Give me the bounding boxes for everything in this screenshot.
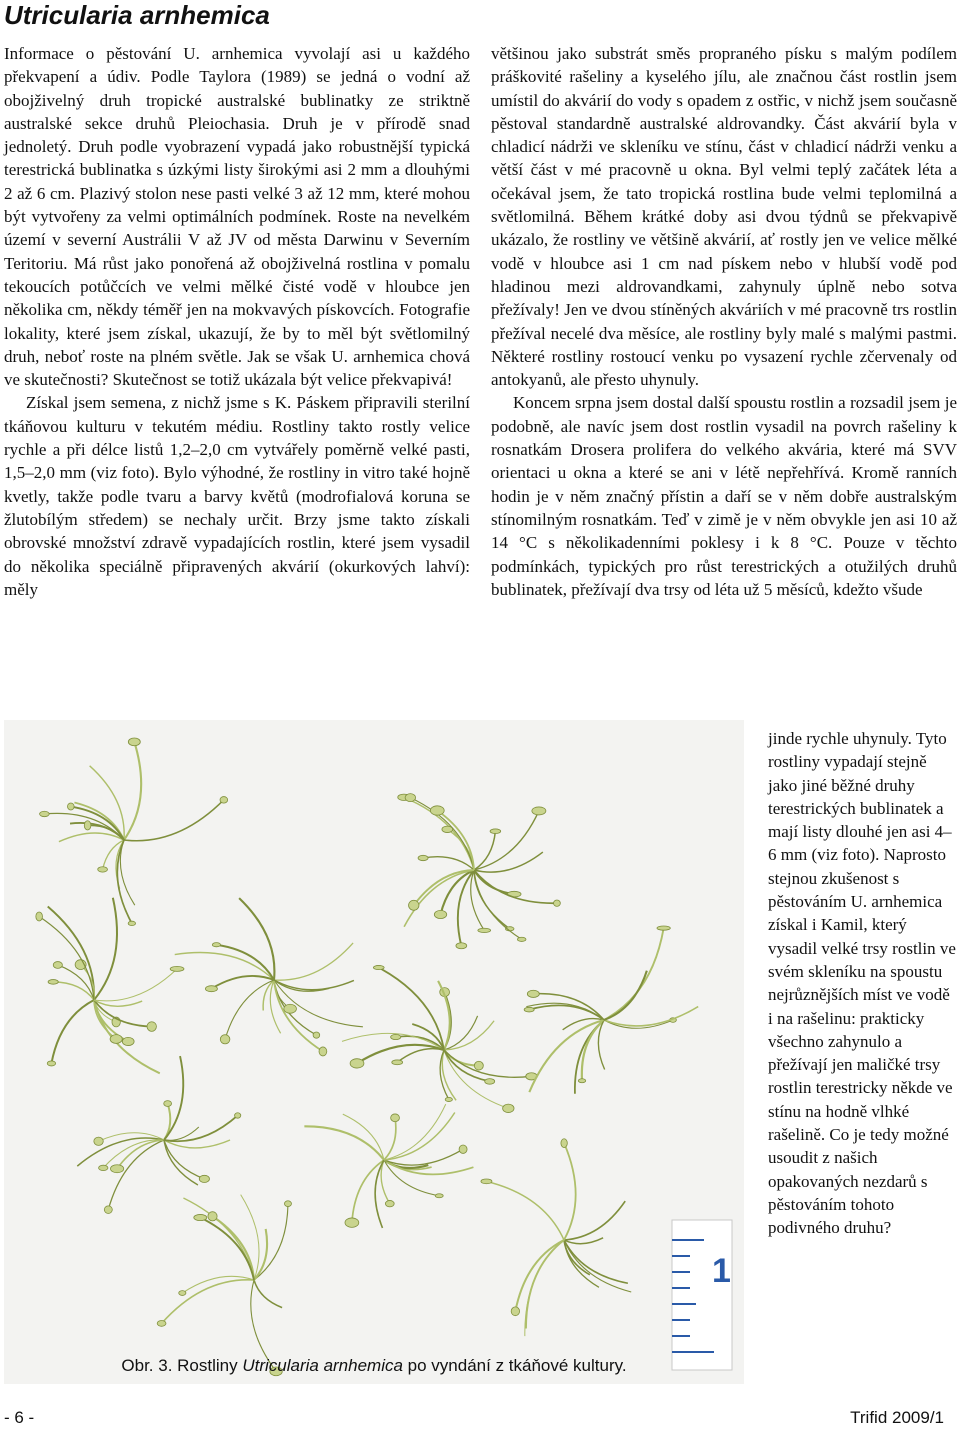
plant-trap — [478, 928, 491, 932]
plant-trap — [511, 1307, 519, 1316]
plant-stem — [94, 969, 177, 1001]
paragraph: Informace o pěstování U. arnhemica vyvolají asi u každého překvapení a údiv. Podle Taylora (1989) se jedná o vodní až obojživelný druh tropické australské bublinatky ze striktně australské sekce druhů Pleiochasia. Druh je v přírodě snad jednoletý. Druh podle vyobrazení vypadá jako robustnější typická terestrická bublinatka s úzkými listy širokými asi 2 mm a dlouhými 2 až 6 cm. Plazivý stolon nese pasti velké 3 až 12 mm, které mohou být vytvořeny za velmi optimálních podmínek. Roste na nevelkém území v severní Austrálii V až JV od města Darwinu v Severním Teritoriu. Má růst jako ponořená až obojživelná rostlina v pomalu tekoucích potůčcích ve velmi mělké čisté vodě v hloubce jen několika cm, někdy téměř jen na mokvavých pískovcích. Fotografie lokality, které jsem získal, ukazují, že by to měl být světlomilný druh, neboť roste na plném světle. Jak se však U. arnhemica chová ve skutečnosti? Skutečnost se totiž ukázala být velice překvapivá! — [4, 44, 470, 390]
plant-stem — [437, 811, 474, 870]
plant-stem — [124, 742, 141, 840]
plant-stem — [211, 976, 274, 989]
plant-trap — [405, 794, 415, 802]
paragraph: většinou jako substrát směs propraného písku s malým podílem práškovité rašeliny a kyselého jílu, ale značnou část rostlin jsem umístil do akvárií do vody s opadem z ostřic, v nichž jsem současně pěstoval standardně australské aldrovandky. Část akvárií byla v chladicí nádrži ve skleníku ve stínu, část v chladicí nádrži venku a větší část v mé pracovně u okna. Byl velmi teplý začátek léta a očekával jsem, že tato tropická rostlina bude velmi teplomilná a světlomilná. Během krátké doby asi dvou týdnů se překvapivě ukázalo, že rostliny ve většině akvárií, ať rostly jen ve velice mělké vodě v hloubce asi 1 cm nad pískem nebo v hlubší vodě pod hladinou mezi aldrovandkami, zahynuly úplně nebo sotva přežívaly! Jen ve dvou stíněných akváriích v mé pracovně trs rostlin přežíval necelé dva měsíce, ale rostliny byly malé s malými pastmi. Některé rostliny rostoucí venku po vysazení rychle zčervenaly od antokyanů, ale přesto uhynuly. — [491, 44, 957, 390]
plant-trap — [319, 1047, 327, 1056]
plant-stem — [59, 833, 124, 842]
plant-trap — [430, 806, 444, 815]
plant-trap — [435, 1194, 443, 1198]
plant-trap — [503, 1104, 514, 1112]
plant-trap — [48, 980, 58, 985]
plant-stem — [474, 831, 495, 870]
right-column — [491, 42, 957, 601]
plant-trap — [47, 1061, 55, 1066]
article-title: Utricularia arnhemica — [4, 0, 270, 30]
plant-trap — [98, 867, 108, 872]
plant-trap — [418, 855, 428, 860]
plant-stem — [604, 1020, 673, 1028]
plant-stem — [598, 1020, 604, 1069]
plant-trap — [179, 1291, 186, 1296]
plant-stem — [384, 1149, 463, 1165]
figure-caption: Obr. 3. Rostliny Utricularia arnhemica po vyndání z tkáňové kultury. — [121, 1356, 627, 1375]
plant-stem — [274, 980, 354, 990]
plant-trap — [578, 1079, 585, 1083]
plant-stem — [164, 1115, 238, 1141]
plant-stem — [564, 1143, 576, 1240]
plant-trap — [350, 1059, 364, 1068]
plant-trap — [554, 900, 561, 906]
plant-stem — [117, 840, 132, 923]
plant-stem — [384, 1118, 396, 1160]
plant-stem — [474, 870, 557, 903]
plant-stem — [604, 928, 664, 1020]
plant-trap — [36, 912, 43, 921]
plant-trap — [527, 990, 539, 997]
plant-trap — [657, 926, 670, 930]
paragraph: Koncem srpna jsem dostal další spoustu rostlin a rozsadil jsem je podobně, ale navíc jsem dost rostlin vysadil na povrch rašeliny k rosnatkám Drosera prolifera do velkého akvária, které má SVV orientaci u okna a které se ani v létě nepřehřívá. Kromě ranních hodin je v něm značný přístin a daří se v něm dobře australským stínomilným rosnatkám. Teď v zimě je v něm obvykle jen asi 10 až 14 °C s několikadenními poklesy i k 8 °C. Pouze v těchto podmínkách, typických pro růst terestrických a otužilých druhů bublinatek, přežívají dva trsy od léta už 5 měsíců, kdežto všude — [491, 393, 957, 599]
plant-trap — [40, 811, 50, 816]
plant-stem — [162, 1280, 254, 1324]
plant-illustration — [4, 720, 744, 1384]
plant-trap — [434, 910, 446, 918]
plant-trap — [220, 1035, 230, 1044]
plant-trap — [391, 1114, 400, 1122]
plant-trap — [199, 1175, 209, 1182]
plant-stem — [216, 945, 274, 980]
plant-trap — [459, 1145, 467, 1153]
plant-stem — [53, 982, 94, 1000]
plant-stem — [474, 870, 510, 929]
plant-trap — [170, 966, 184, 971]
plant-stem — [444, 1050, 531, 1077]
plant-trap — [122, 1037, 134, 1045]
plant-trap — [84, 821, 91, 830]
paragraph: jinde rychle uhynuly. Tyto rostliny vypadají stejně jako jiné běžné druhy terestrických bublinatek a mají listy dlouhé jen asi 4–6 mm (viz foto). Naprosto stejnou zkušenost s pěstováním U. arnhemica získal i Kamil, který vysadil velké trsy rostlin ve svém skleníku na spoustu nejrůznějších míst ve vodě i na rašelinu: prakticky všechno zahynulo a přežívají jen maličké trsy rostlin terestricky někde ve stínu na hodně vlhké rašelině. Co je tedy možné usoudit z našich opakovaných nezdarů s pěstováním tohoto podivného druhu? — [768, 729, 956, 1238]
plant-trap — [532, 807, 546, 815]
plant-trap — [561, 1139, 567, 1148]
plant-stem — [183, 1198, 254, 1280]
plant-trap — [373, 965, 384, 969]
plant-trap — [385, 1200, 394, 1206]
plant-trap — [445, 1097, 452, 1101]
plant-trap — [67, 803, 74, 810]
plant-trap — [284, 1004, 297, 1013]
plant-trap — [391, 1034, 401, 1039]
plant-trap — [485, 1079, 495, 1085]
plant-trap — [212, 943, 220, 947]
plant-trap — [111, 1165, 124, 1173]
plant-trap — [345, 1218, 359, 1227]
plant-trap — [456, 943, 467, 949]
plant-stem — [39, 916, 94, 1000]
plant-stem — [375, 1160, 384, 1228]
plant-stem — [254, 1204, 288, 1280]
plant-trap — [157, 1320, 166, 1326]
plant-stem — [474, 870, 514, 894]
plant-stem — [604, 1007, 698, 1026]
plant-trap — [205, 986, 217, 992]
plant-trap — [284, 1201, 291, 1207]
plant-trap — [53, 962, 62, 969]
plant-stem — [304, 1126, 384, 1160]
plant-photo — [4, 720, 744, 1384]
plant-stem — [120, 840, 134, 905]
plant-stem — [423, 857, 474, 870]
left-column — [4, 42, 470, 601]
plant-trap — [524, 1007, 534, 1012]
plant-trap — [490, 829, 501, 834]
journal-issue: Trifid 2009/1 — [850, 1408, 944, 1427]
plant-trap — [313, 1032, 320, 1038]
plant-stem — [379, 968, 444, 1050]
plant-trap — [220, 797, 228, 804]
plant-stem — [474, 852, 543, 872]
plant-stem — [515, 1240, 564, 1311]
ruler — [672, 1220, 732, 1370]
plant-trap — [147, 1022, 156, 1032]
page-number: - 6 - — [4, 1408, 35, 1427]
plant-stem — [397, 1049, 444, 1063]
plant-stem — [51, 1000, 94, 1063]
plant-trap — [110, 1035, 122, 1044]
plant-trap — [128, 921, 135, 925]
ruler-label: 1 — [712, 1252, 731, 1290]
plant-trap — [164, 1101, 172, 1107]
plant-trap — [94, 1137, 103, 1145]
plant-trap — [481, 1179, 492, 1184]
plant-trap — [235, 1113, 241, 1118]
plant-stem — [274, 943, 353, 980]
plant-stem — [213, 1216, 254, 1280]
plant-trap — [99, 1165, 108, 1170]
plant-stem — [604, 971, 647, 1020]
plant-trap — [517, 937, 526, 941]
plant-stem — [486, 1181, 564, 1240]
plant-stem — [564, 1240, 599, 1287]
plant-trap — [104, 1206, 112, 1214]
plant-trap — [128, 738, 140, 746]
plant-stem — [108, 1140, 164, 1210]
plant-trap — [208, 1212, 217, 1221]
plant-trap — [194, 1214, 207, 1220]
plant-trap — [474, 1061, 483, 1070]
plant-trap — [392, 1060, 403, 1065]
plant-stem — [94, 898, 117, 1000]
plant-stem — [564, 1201, 625, 1240]
right-narrow-column — [768, 727, 957, 1240]
plant-stem — [164, 1056, 183, 1140]
paragraph: Získal jsem semena, z nichž jsme s K. Páskem připravili sterilní tkáňovou kulturu v tekutém médiu. Rostliny takto rostly velice rychle a při délce listů 1,2–2,0 cm vytvářely poměrně velké pasti, 1,5–2,0 mm (viz foto). Bylo výhodné, že rostliny in vitro také hojně kvetly, takže podle tvaru a barvy květů (modrofialová koruna se žlutobílým středem) se nechaly určit. Brzy jsme takto získali obrovské množství zdravě vypadajících rostlin, které jsem vysadil do několika speciálně připravených akvárií (okurkových lahví): měly — [4, 393, 470, 599]
plant-stem — [254, 1280, 282, 1308]
plant-trap — [409, 900, 419, 910]
